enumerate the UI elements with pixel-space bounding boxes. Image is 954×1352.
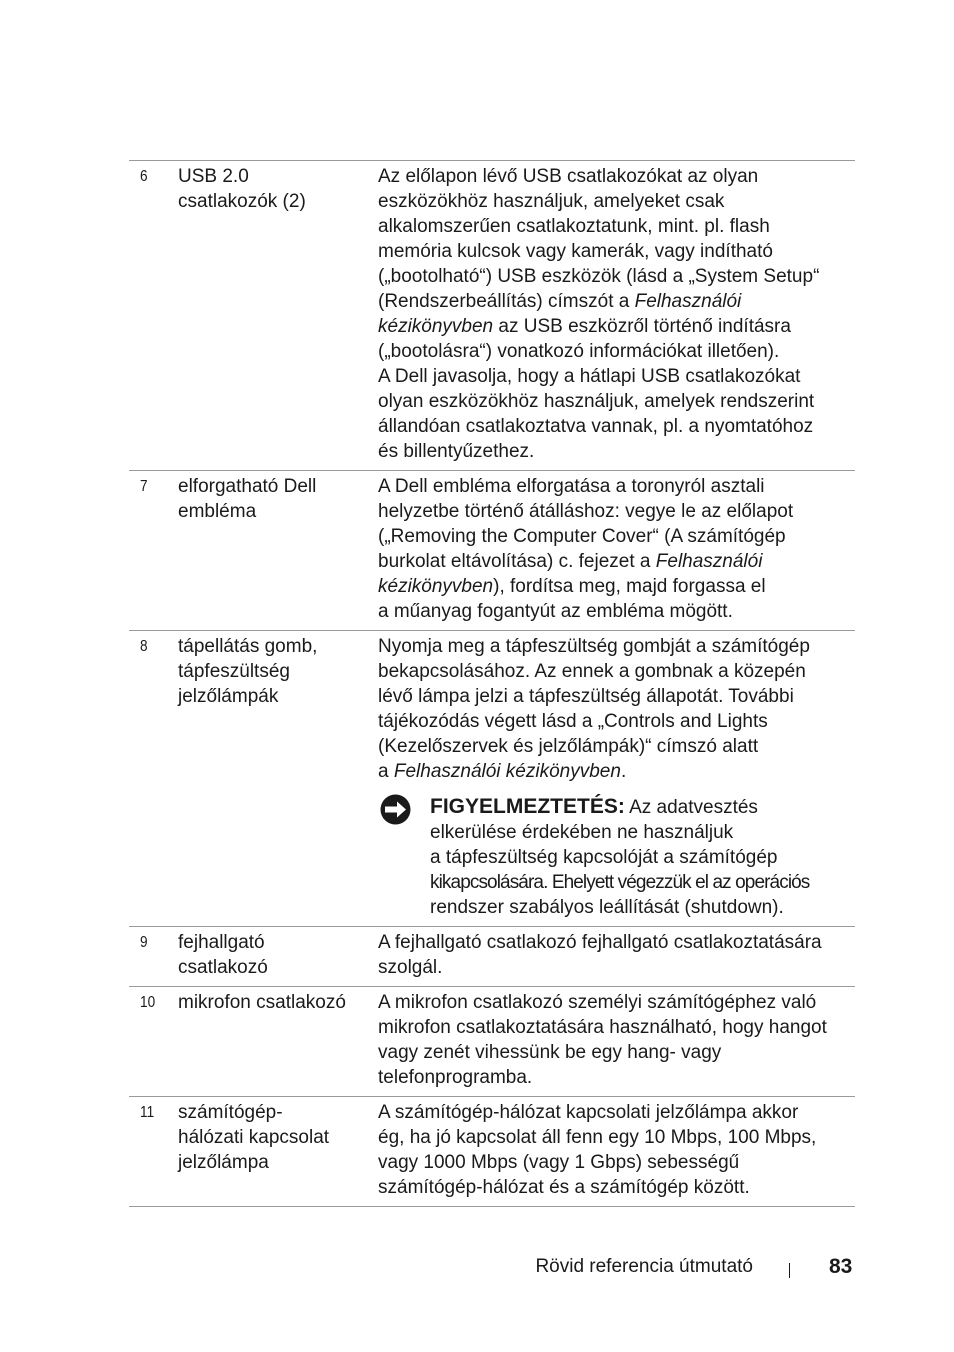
row-number: 8 — [140, 638, 148, 655]
row-number: 11 — [140, 1104, 155, 1121]
row-description: A számítógép-hálózat kapcsolati jelzőlámpa akkor ég, ha jó kapcsolat áll fenn egy 10 Mbps, 100 Mbps, vagy 1000 Mbps (vagy 1 Gbps) sebességű számítógép-hálózat és a számítógép között. — [378, 1102, 817, 1198]
rich-line: burkolat eltávolítása) c. fejezet a Felhasználói — [378, 551, 763, 572]
row-number: 10 — [140, 994, 156, 1011]
row-description: Nyomja meg a tápfeszültség gombját a számítógép bekapcsolásához. Az ennek a gombnak a közepén lévő lámpa jelzi a tápfeszültség állapotát. További tájékozódás végett lásd a „Controls and Lights (Kezelőszervek és jelzőlámpák)“ címszó alatt a Felhasználói kézikönyvben. FIGYELMEZTETÉS: Az adatvesztés elkerülése érdekében ne használjuk a tápfeszültség kapcsolóját a számítógép kikapcsolására. Ehelyett végezzük el az operációs rendszer szabályos leállítását (shutdown). — [378, 634, 855, 920]
row-label: mikrofon csatlakozó — [178, 992, 346, 1013]
italic-title: kézikönyvben — [378, 316, 494, 337]
rich-line: a Felhasználói kézikönyvben. — [378, 761, 627, 782]
italic-title: Felhasználói — [655, 551, 763, 572]
row-label: tápellátás gomb, tápfeszültség jelzőlámpák — [178, 636, 318, 707]
row-label: fejhallgató csatlakozó — [178, 932, 268, 978]
italic-title: kézikönyvben — [378, 576, 494, 597]
row-description: Az előlapon lévő USB csatlakozókat az olyan eszközökhöz használjuk, amelyeket csak alkalomszerűen csatlakoztatunk, mint. pl. flash memória kulcsok vagy kamerák, vagy indítható („bootolható“) USB eszközök (lásd a „System Setup“ (Rendszerbeállítás) címszót a Felhasználói kézikönyvben az USB eszközről történő indításra („bootolásra“) vonatkozó információkat illetően). A Dell javasolja, hogy a hátlapi USB csatlakozókat olyan eszközökhöz használjuk, amelyek rendszerint állandóan csatlakoztatva vannak, pl. a nyomtatóhoz és billentyűzethez. — [378, 164, 855, 464]
row-label: USB 2.0 csatlakozók (2) — [178, 166, 306, 212]
italic-title: Felhasználói kézikönyvben — [393, 761, 621, 782]
page-number: 83 — [829, 1255, 853, 1278]
notice-box: FIGYELMEZTETÉS: Az adatvesztés elkerülése érdekében ne használjuk a tápfeszültség kapcsolóját a számítógép kikapcsolására. Ehelyett végezzük el az operációs rendszer szabályos leállítását (shutdown). — [378, 794, 855, 920]
component-table — [129, 160, 855, 1207]
row-label: elforgatható Dell embléma — [178, 476, 317, 522]
table-row — [129, 631, 855, 927]
rich-line: kézikönyvben az USB eszközről történő indításra — [378, 316, 791, 337]
footer-title: Rövid referencia útmutató — [535, 1256, 753, 1277]
row-number: 7 — [140, 478, 148, 495]
table-row — [129, 1097, 855, 1207]
page-footer — [0, 1253, 954, 1283]
notice-heading: FIGYELMEZTETÉS: — [430, 795, 625, 818]
row-number: 6 — [140, 168, 148, 185]
table-row — [129, 161, 855, 471]
rich-line: (Rendszerbeállítás) címszót a Felhasználói — [378, 291, 742, 312]
italic-title: Felhasználói — [634, 291, 742, 312]
table-row — [129, 927, 855, 987]
notice-icon — [380, 794, 411, 825]
row-description: A mikrofon csatlakozó személyi számítógéphez való mikrofon csatlakoztatására használható, hogy hangot vagy zenét vihessünk be egy hang- vagy telefonprogramba. — [378, 992, 827, 1088]
table-row — [129, 471, 855, 631]
footer-separator — [789, 1263, 790, 1278]
table-row — [129, 987, 855, 1097]
rich-line: kézikönyvben), fordítsa meg, majd forgassa el — [378, 576, 766, 597]
row-number: 9 — [140, 934, 148, 951]
row-description: A Dell embléma elforgatása a toronyról asztali helyzetbe történő átálláshoz: vegye le az előlapot („Removing the Computer Cover“ (A számítógép burkolat eltávolítása) c. fejezet a Felhasználói kézikönyvben), fordítsa meg, majd forgassa el a műanyag fogantyút az embléma mögött. — [378, 474, 855, 624]
row-label: számítógép- hálózati kapcsolat jelzőlámpa — [178, 1102, 330, 1173]
row-description: A fejhallgató csatlakozó fejhallgató csatlakoztatására szolgál. — [378, 932, 822, 978]
